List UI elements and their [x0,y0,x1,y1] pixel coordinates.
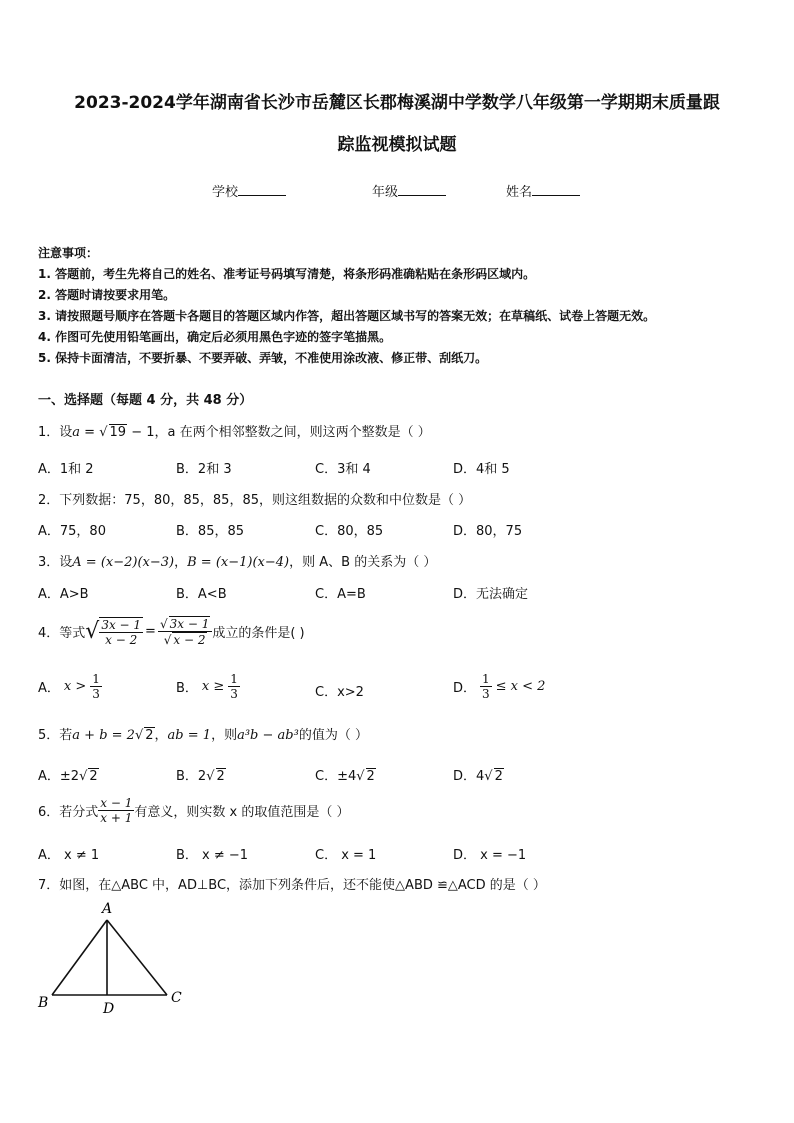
q2-option-a: A．75，80 [38,524,106,539]
q4-f2-num: 3x − 1 [169,617,210,631]
q4-d-den: 3 [482,687,490,701]
q4-a-label: A． [38,681,60,696]
question-4 [38,616,305,647]
grade-label: 年级 [372,185,399,200]
q5-expr-1-rad: 2 [145,728,154,743]
q4-a-den: 3 [92,687,100,701]
q1-tail: − 1 [127,425,155,440]
q4-a-num: 1 [92,672,100,686]
q3-expr-b: B = (x−1)(x−4) [187,555,290,570]
sqrt-symbol: √ [134,728,144,743]
sqrt-symbol: √ [356,769,365,784]
q1-radicand: 19 [109,425,127,440]
q6-prefix: 6．若分式 [38,805,99,820]
q1-post: ，a 在两个相邻整数之间，则这两个整数是（ ） [154,425,431,440]
name-blank [532,184,580,196]
q5-option-d [453,765,504,784]
q4-post: 成立的条件是( ) [212,626,305,641]
notice-item: 4. 作图可先使用铅笔画出，确定后必须用黑色字迹的签字笔描黑。 [38,330,392,344]
q4-option-b [176,672,240,701]
q5-c-rad: 2 [366,769,375,784]
q6-option-d: D． x = −1 [453,848,527,863]
q4-d-num: 1 [482,672,490,686]
name-field [506,181,580,200]
q4-b-frac [228,672,240,701]
q5-a-val: ±2 [59,769,80,784]
q4-f1-den: x − 2 [105,632,138,647]
q5-expr-3: a³b − ab³ [237,728,299,743]
q5-b-label: B． [176,769,198,784]
question-7: 7．如图，在△ABC 中，AD⊥BC，添加下列条件后，还不能使△ABD ≌△ACD 的是（ ） [38,878,546,893]
q3-prefix: 3．设 [38,555,73,570]
q5-expr-1: a + b = 2 [72,728,135,743]
school-label: 学校 [212,185,239,200]
vertex-label-d: D [103,1001,115,1017]
q4-option-d [453,672,545,701]
q4-b-den: 3 [230,687,238,701]
q5-b-rad: 2 [216,769,225,784]
q4-f2-num-wrap: √ 3x − 1 [158,616,212,632]
q3-option-a: A．A>B [38,587,89,602]
name-label: 姓名 [506,185,533,200]
q5-d-label: D． [453,769,477,784]
q5-a-rad: 2 [89,769,98,784]
q6-post: 有意义，则实数 x 的取值范围是（ ） [134,805,350,820]
sqrt-symbol: √ [85,618,100,644]
section-heading: 一、选择题（每题 4 分，共 48 分） [38,393,253,408]
q4-fraction-1 [99,617,143,647]
page-title-line2: 踪监视模拟试题 [337,135,457,155]
q1-option-c: C．3和 4 [315,462,371,477]
vertex-label-a: A [102,901,113,917]
q5-a-label: A． [38,769,60,784]
q4-b-expr: x ≥ [201,679,225,694]
q4-equals: = [145,624,156,639]
q1-prefix: 1．设 [38,425,73,440]
question-3 [38,551,436,570]
notice-heading: 注意事项： [38,246,99,260]
q4-fraction-2 [158,616,212,647]
sqrt-symbol: √ [99,425,108,440]
q4-f1-num: 3x − 1 [101,617,142,632]
question-2: 2．下列数据：75，80，85，85，85，则这组数据的众数和中位数是（ ） [38,493,472,508]
vertex-label-c: C [171,990,182,1006]
q1-eq: = [80,425,100,440]
sqrt-symbol: √ [206,769,215,784]
q5-prefix: 5．若 [38,728,73,743]
side-ab [52,920,107,995]
q4-b-label: B． [176,681,198,696]
q4-d-label: D． [453,681,477,696]
notice-item: 5. 保持卡面清洁，不要折暴、不要弄破、弄皱，不准使用涂改液、修正带、刮纸刀。 [38,351,488,365]
q4-d-expr: ≤ x < 2 [495,679,546,694]
q1-option-b: B．2和 3 [176,462,232,477]
q4-prefix: 4．等式 [38,626,86,641]
q3-post: ，则 A、B 的关系为（ ） [289,555,437,570]
q4-d-frac [480,672,492,701]
q1-option-a: A．1和 2 [38,462,94,477]
q5-option-c [315,765,376,784]
grade-blank [398,184,446,196]
q3-expr-a: A = (x−2)(x−3) [72,555,175,570]
q5-b-val: 2 [197,769,207,784]
sqrt-symbol: √ [79,769,88,784]
q6-den: x + 1 [100,811,133,825]
q4-option-c: C．x>2 [315,685,364,700]
q5-c-val: ±4 [337,769,357,784]
q5-d-val: 4 [476,769,485,784]
page-title: 2023-2024学年湖南省长沙市岳麓区长郡梅溪湖中学数学八年级第一学期期末质量跟 [74,93,720,113]
q3-option-c: C．A=B [315,587,366,602]
q4-option-a [38,672,102,701]
triangle-figure [30,895,200,1020]
vertex-label-b: B [38,995,49,1011]
q3-option-b: B．A<B [176,587,227,602]
notice-item: 2. 答题时请按要求用笔。 [38,288,176,302]
q4-f2-den: x − 2 [173,633,206,647]
q4-b-num: 1 [230,672,238,686]
school-field [212,181,286,200]
q1-var: a [72,425,81,440]
question-1 [38,421,431,440]
q5-option-b [176,765,226,784]
q2-option-b: B．85，85 [176,524,245,539]
q2-option-d: D．80，75 [453,524,523,539]
q6-option-b: B． x ≠ −1 [176,848,249,863]
q6-frac [98,796,134,825]
q5-post: 的值为（ ） [298,728,368,743]
side-ac [107,920,167,995]
q5-d-rad: 2 [494,769,503,784]
q5-option-a [38,765,99,784]
q4-a-expr: x > [63,679,87,694]
q5-c-label: C． [315,769,338,784]
q2-option-c: C．80，85 [315,524,384,539]
q4-f2-den-wrap: √ x − 2 [163,633,206,647]
q4-a-frac [90,672,102,701]
q6-option-a: A． x ≠ 1 [38,848,100,863]
notice-item: 1. 答题前，考生先将自己的姓名、准考证号码填写清楚，将条形码准确粘贴在条形码区域内。 [38,267,536,281]
grade-field [372,181,446,200]
question-6 [38,796,349,825]
question-5 [38,724,368,743]
q3-sep: ， [174,555,188,570]
q3-option-d: D．无法确定 [453,587,529,602]
q5-mid: ， [154,728,168,743]
school-blank [238,184,286,196]
sqrt-symbol: √ [484,769,493,784]
q5-expr-2: ab = 1 [167,728,212,743]
q6-num: x − 1 [100,796,133,810]
q5-mid2: ，则 [211,728,238,743]
notice-item: 3. 请按照题号顺序在答题卡各题目的答题区域内作答，超出答题区域书写的答案无效；在草稿纸、试卷上答题无效。 [38,309,656,323]
q1-option-d: D．4和 5 [453,462,510,477]
q6-option-c: C． x = 1 [315,848,377,863]
